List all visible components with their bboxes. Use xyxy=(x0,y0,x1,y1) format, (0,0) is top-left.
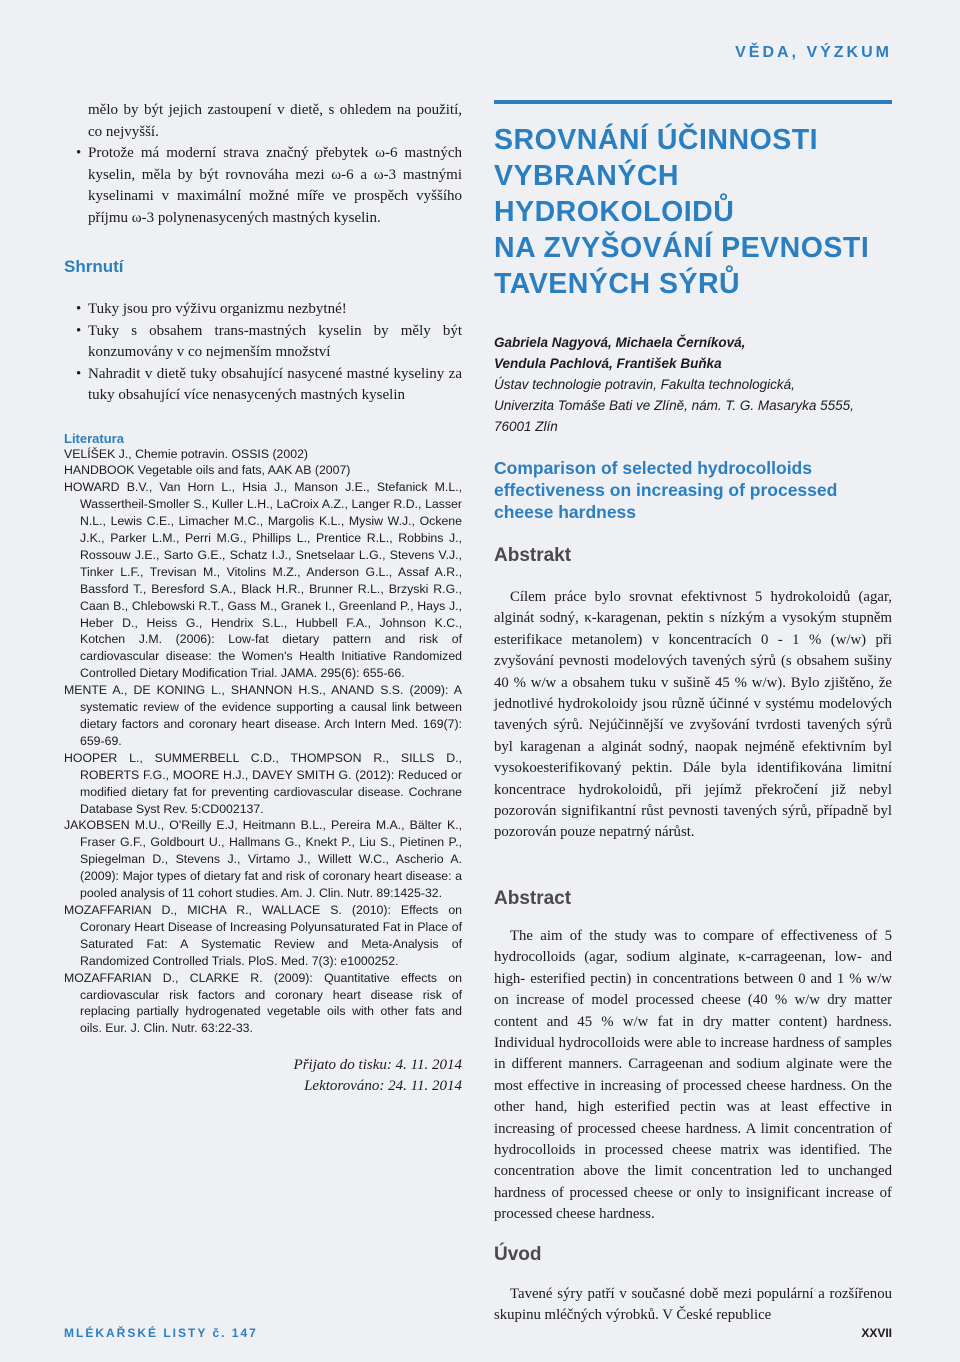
summary-list xyxy=(64,299,462,407)
abstract-text: The aim of the study was to compare of effectiveness of 5 hydrocolloids (agar, sodium alginate, κ-carrageenan, low- and high- esterified pectin) in concentrations between 0 and 1 % w/w on increase of model processed cheese (40 % w/w dry matter content and 45 % w/w fat in dry matter content) hardness. Individual hydrocolloids were able to increase hardness of samples in different manners. Carrageenan and sodium alginate were the most effective in increasing of processed cheese hardness. On the other hand, high esterified pectin was at least effective in increasing of processed cheese hardness. A limit concentration of hydrocolloids in processed cheese matrix was identified. The concentration above the limit concentration led to unchanged hardness of processed cheese or only to insignificant increase of processed cheese hardness. xyxy=(494,927,892,1223)
title-line: VYBRANÝCH HYDROKOLOIDŮ xyxy=(494,160,735,228)
reference-item: HOOPER L., SUMMERBELL C.D., THOMPSON R., SILLS D., ROBERTS F.G., MOORE H.J., DAVEY SMITH G. (2012): Reduced or modified dietary fat for preventing cardiovascular disease. Cochrane Database Syst Rev. 5:CD002137. xyxy=(64,750,462,816)
author-line: Gabriela Nagyová, Michaela Černíková, xyxy=(494,335,746,350)
summary-heading: Shrnutí xyxy=(64,257,124,276)
literature-heading: Literatura xyxy=(64,430,124,446)
summary-item: • Tuky s obsahem trans-mastných kyselin by měly být konzumovány v co nejmenším množství xyxy=(64,321,462,364)
reference-item: MOZAFFARIAN D., MICHA R., WALLACE S. (2010): Effects on Coronary Heart Disease of Increasing Polyunsaturated Fat in Place of Saturated Fat: A Systematic Review and Meta-Analysis of Randomized Controlled Trials. PloS. Med. 7(3): e1000252. xyxy=(64,902,462,968)
title-line: TAVENÝCH SÝRŮ xyxy=(494,268,741,300)
received-date: Přijato do tisku: 4. 11. 2014 xyxy=(293,1057,462,1074)
reference-item: JAKOBSEN M.U., O'Reilly E.J, Heitmann B.L., Pereira M.A., Bälter K., Fraser G.F., Goldbourt U., Hallmans G., Knekt P., Liu S., Pietinen P., Spiegelman D., Stevens J., Virtamo J., Willett W.C., Ascherio A. (2009): Major types of dietary fat and risk of coronary heart disease: a pooled analysis of 11 cohort studies. Am. J. Clin. Nutr. 89:1425-32. xyxy=(64,818,462,901)
affiliation-line: Univerzita Tomáše Bati ve Zlíně, nám. T. G. Masaryka 5555, xyxy=(494,398,854,413)
page-number: XXVII xyxy=(861,1326,892,1340)
section-header: VĚDA, VÝZKUM xyxy=(735,44,892,61)
reference-item: HANDBOOK Vegetable oils and fats, AAK AB (2007) xyxy=(64,463,351,478)
intro-continuation: mělo by být jejich zastoupení v dietě, s ohledem na použití, co nejvyšší. xyxy=(88,102,462,140)
reference-item: VELÍŠEK J., Chemie potravin. OSSIS (2002) xyxy=(64,446,308,461)
left-column xyxy=(64,100,462,1097)
reference-item: HOWARD B.V., Van Horn L., Hsia J., Manson J.E., Stefanick M.L., Wassertheil-Smoller S., Kuller L.H., LaCroix A.Z., Langer R.D., Lasser N.L., Lewis C.E., Limacher M.C., Margolis K.L., Mysiw W.J., Ockene J.K., Parker L.M., Perri M.G., Phillips L., Prentice R.L., Robbins J., Rossouw J.E., Sarto G.E., Schatz I.J., Snetselaar L.G., Stevens V.J., Tinker L.F., Trevisan M., Vitolins M.Z., Anderson G.L., Assaf A.R., Bassford T., Beresford S.A., Black H.R., Brunner R.L., Brzyski R.G., Caan B., Chlebowski R.T., Gass M., Granek I., Greenland P., Hays J., Heber D., Heiss G., Hendrix S.L., Hubbell F.A., Johnson K.C., Kotchen J.M. (2006): Low-fat dietary pattern and risk of cardiovascular disease: the Women's Health Initiative Randomized Controlled Dietary Modification Trial. JAMA. 295(6): 655-66. xyxy=(64,480,462,681)
affiliation-line: Ústav technologie potravin, Fakulta technologická, xyxy=(494,377,795,392)
title-line: NA ZVYŠOVÁNÍ PEVNOSTI xyxy=(494,232,870,264)
reference-item: MENTE A., DE KONING L., SHANNON H.S., ANAND S.S. (2009): A systematic review of the evidence supporting a causal link between dietary factors and coronary heart disease. Arch Intern Med. 169(7): 659-69. xyxy=(64,683,462,748)
right-column xyxy=(494,100,892,1326)
article-title xyxy=(494,122,892,302)
reference-item: MOZAFFARIAN D., CLARKE R. (2009): Quantitative effects on cardiovascular risk factors and coronary heart disease risk of replacing partially hydrogenated vegetable oils with other fats and oils. Eur. J. Clin. Nutr. 63:22-33. xyxy=(64,970,462,1036)
title-line: SROVNÁNÍ ÚČINNOSTI xyxy=(494,124,819,156)
reference-list xyxy=(64,446,462,1038)
abstrakt-text: Cílem práce bylo srovnat efektivnost 5 hydrokoloidů (agar, alginát sodný, κ-karagenan, pektin s nízkým a vysokým stupněm esterifikace metanolem) v koncentracích 0 - 1 % (w/w) při zvyšování pevnosti modelových tavených sýrů (s obsahem sušiny 40 % w/w a obsahem tuku v sušině 45 % w/w). Bylo zjištěno, že jednotlivé hydrokoloidy jsou různě účinné v systému modelových tavených sýrů. Nejúčinnější ve zvyšování tvrdosti tavených sýrů byl karagenan a alginát sodný, naopak nejméně efektivním byl vysokoesterifikovaný pektin. Dále byla identifikována limitní koncentrace hydrokoloidů, při jejímž překročení již nebyl pozorován signifikantní růst pevnosti tavených sýrů, případně byl pozorován pouze nepatrný nárůst. xyxy=(494,589,892,841)
reviewed-date: Lektorováno: 24. 11. 2014 xyxy=(304,1078,462,1095)
journal-footer: MLÉKAŘSKÉ LISTY č. 147 xyxy=(64,1326,258,1340)
title-rule xyxy=(494,100,892,104)
abstrakt-heading: Abstrakt xyxy=(494,545,572,566)
affiliation-line: 76001 Zlín xyxy=(494,419,558,434)
abstract-heading: Abstract xyxy=(494,887,572,909)
english-title: Comparison of selected hydrocolloids effectiveness on increasing of processed cheese hardness xyxy=(494,458,838,522)
uvod-text: Tavené sýry patří v současné době mezi populární a rozšířenou skupinu mléčných výrobků. V České republice xyxy=(494,1285,892,1323)
uvod-heading: Úvod xyxy=(494,1243,542,1265)
summary-item: • Tuky jsou pro výživu organizmu nezbytné! xyxy=(64,299,462,321)
authors-affiliation xyxy=(494,332,892,437)
summary-item: • Nahradit v dietě tuky obsahující nasycené mastné kyseliny za tuky obsahující více nenasycených mastných kyselin xyxy=(64,364,462,407)
dates xyxy=(64,1055,462,1097)
author-line: Vendula Pachlová, František Buňka xyxy=(494,356,722,371)
intro-bullet: • Protože má moderní strava značný přebytek ω-6 mastných kyselin, měla by být rovnováha mezi ω-6 a ω-3 mastnými kyselinami v maximální možné míře ve prospěch vyššího příjmu ω-3 polynenasycených mastných kyselin. xyxy=(64,143,462,229)
